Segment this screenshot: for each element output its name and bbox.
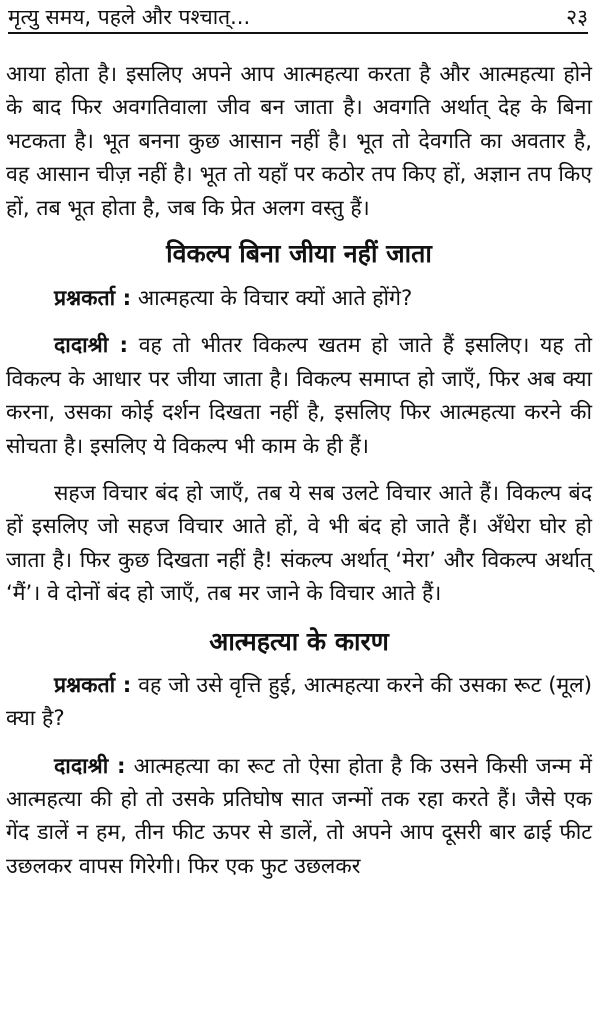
page-body (6, 58, 592, 883)
dadashri-label: दादाश्री : (54, 753, 126, 779)
dadashri-label: दादाश्री : (54, 333, 129, 359)
section-heading-vikalp: विकल्प बिना जीया नहीं जाता (166, 239, 432, 269)
paragraph-continuation: आया होता है। इसलिए अपने आप आत्महत्या करता है और आत्महत्या होने के बाद फिर अवगतिवाला जीव बन जाता है। अवगति अर्थात् देह के बिना भटकता है। भूत बनना कुछ आसान नहीं है। भूत तो देवगति का अवतार है, वह आसान चीज़ नहीं है। भूत तो यहाँ पर कठोर तप किए हों, अज्ञान तप किए हों, तब भूत होता है, जब कि प्रेत अलग वस्तु हैं। (6, 62, 592, 221)
page-number: २३ (566, 5, 588, 29)
questioner-label: प्रश्नकर्ता : (54, 672, 132, 698)
answer-text: आत्महत्या का रूट तो ऐसा होता है कि उसने किसी जन्म में आत्महत्या की हो तो उसके प्रतिघोष सात जन्मों तक रहा करते हैं। जैसे एक गेंद डालें न हम, तीन फीट ऊपर से डालें, तो अपने आप दूसरी बार ढाई फीट उछलकर वापस गिरेगी। फिर एक फुट उछलकर (6, 753, 592, 879)
body-paragraph: सहज विचार बंद हो जाएँ, तब ये सब उलटे विचार आते हैं। विकल्प बंद हों इसलिए जो सहज विचार आते हों, वे भी बंद हो जाते हैं। अँधेरा घोर हो जाता है। फिर कुछ दिखता नहीं है! संकल्प अर्थात् ‘मेरा’ और विकल्प अर्थात् ‘मैं’। वे दोनों बंद हो जाएँ, तब मर जाने के विचार आते हैं। (6, 481, 592, 607)
header-title: मृत्यु समय, पहले और पश्चात्... (8, 5, 251, 29)
answer-paragraph (6, 750, 592, 884)
question-paragraph (6, 282, 592, 315)
answer-paragraph (6, 329, 592, 463)
question-text: वह जो उसे वृत्ति हुई, आत्महत्या करने की उसका रूट (मूल) क्या है? (6, 672, 593, 732)
question-text: आत्महत्या के विचार क्यों आते होंगे? (137, 286, 413, 312)
section-heading-karan: आत्महत्या के कारण (209, 626, 389, 656)
answer-text: वह तो भीतर विकल्प खतम हो जाते हैं इसलिए। यह तो विकल्प के आधार पर जीया जाता है। विकल्प समाप्त हो जाएँ, फिर अब क्या करना, उसका कोई दर्शन दिखता नहीं है, इसलिए फिर आत्महत्या करने की सोचता है। इसलिए ये विकल्प भी काम के ही हैं। (6, 333, 592, 459)
questioner-label: प्रश्नकर्ता : (54, 286, 132, 312)
running-header (8, 0, 588, 34)
question-paragraph (6, 669, 592, 736)
